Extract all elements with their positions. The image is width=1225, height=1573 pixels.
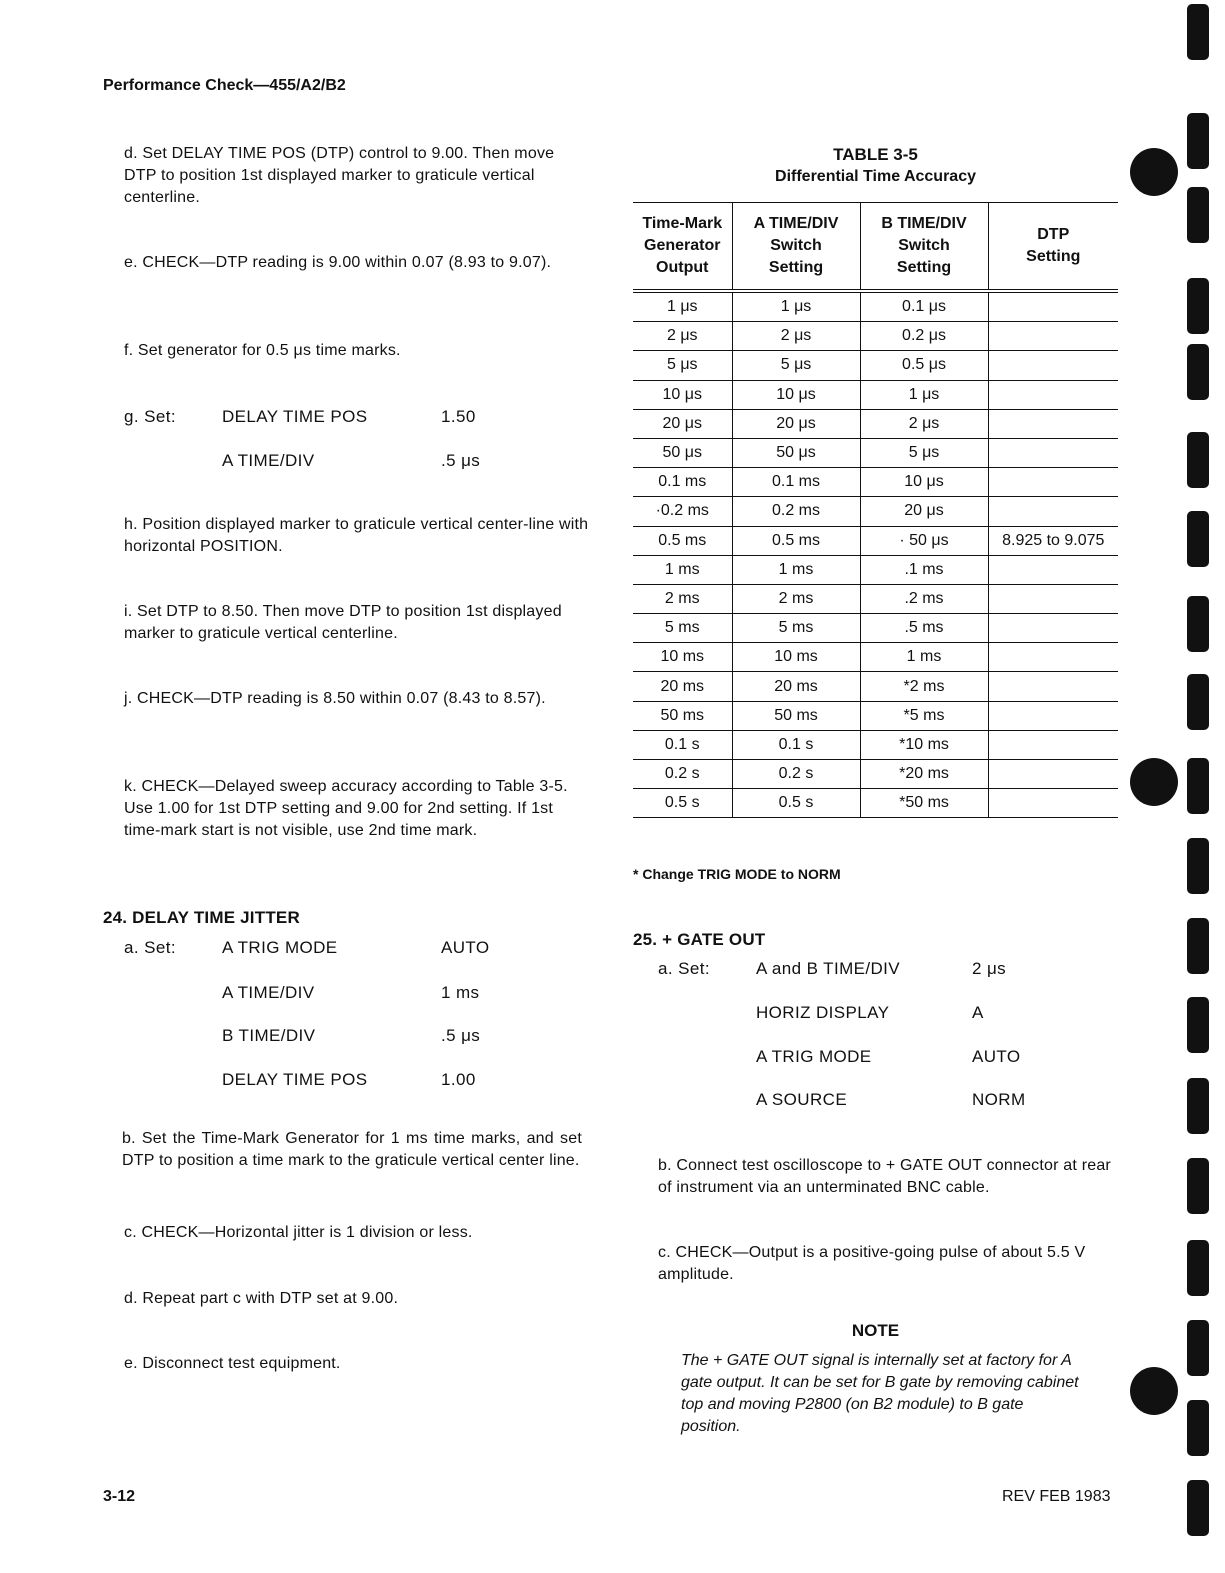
table-cell: .1 ms	[860, 555, 988, 584]
binding-mark	[1187, 997, 1209, 1053]
setting-value: A	[972, 1003, 984, 1022]
table-cell: 10 ms	[732, 643, 860, 672]
setting-name: HORIZ DISPLAY	[756, 1003, 890, 1022]
revision-date: REV FEB 1983	[1002, 1488, 1111, 1505]
table-cell: .5 ms	[860, 614, 988, 643]
binding-mark	[1187, 113, 1209, 169]
step-24c: c. CHECK—Horizontal jitter is 1 division or less.	[124, 1224, 473, 1241]
table-row	[633, 291, 1118, 322]
setting-name: A TIME/DIV	[222, 451, 315, 470]
step-25a-label: a. Set:	[658, 959, 710, 978]
table-cell: 2 ms	[732, 584, 860, 613]
table-cell: 0.5 ms	[732, 526, 860, 555]
step-k: k. CHECK—Delayed sweep accuracy according to Table 3-5. Use 1.00 for 1st DTP setting and 9.00 for 2nd setting. If 1st time-mark start is not visible, use 2nd time mark.	[124, 778, 568, 839]
setting-value: .5 μs	[441, 451, 481, 470]
step-f: f. Set generator for 0.5 μs time marks.	[124, 342, 401, 359]
table-row	[633, 701, 1118, 730]
table-cell	[988, 584, 1118, 613]
setting-name: A TRIG MODE	[222, 938, 338, 957]
header-line: Time-Mark	[642, 215, 723, 232]
table-cell: · 50 μs	[860, 526, 988, 555]
table-row	[633, 322, 1118, 351]
setting-value: AUTO	[972, 1047, 1021, 1066]
table-row	[633, 643, 1118, 672]
table-cell: *20 ms	[860, 760, 988, 789]
table-cell: *2 ms	[860, 672, 988, 701]
header-dtp	[988, 203, 1118, 292]
step-24e: e. Disconnect test equipment.	[124, 1355, 341, 1372]
step-25b: b. Connect test oscilloscope to + GATE OUT connector at rear of instrument via an unterminated BNC cable.	[658, 1157, 1111, 1196]
step-d: d. Set DELAY TIME POS (DTP) control to 9.00. Then move DTP to position 1st displayed marker to graticule vertical centerline.	[124, 145, 555, 206]
table-cell: *10 ms	[860, 730, 988, 759]
binding-mark	[1187, 596, 1209, 652]
step-i: i. Set DTP to 8.50. Then move DTP to position 1st displayed marker to graticule vertical centerline.	[124, 603, 562, 642]
table-cell: 8.925 to 9.075	[988, 526, 1118, 555]
binding-mark	[1187, 758, 1209, 814]
header-line: B TIME/DIV	[881, 215, 967, 232]
binding-mark	[1187, 1400, 1209, 1456]
header-line: Output	[656, 259, 709, 276]
table-cell: 20 μs	[732, 409, 860, 438]
step-g-label: g. Set:	[124, 407, 176, 426]
table-cell	[988, 672, 1118, 701]
table-cell: 10 μs	[732, 380, 860, 409]
setting-name: B TIME/DIV	[222, 1026, 316, 1045]
header-line: Switch	[770, 237, 822, 254]
table-cell: 20 μs	[860, 497, 988, 526]
table-cell: 10 μs	[860, 468, 988, 497]
table-row	[633, 351, 1118, 380]
table-cell: 0.5 s	[732, 789, 860, 818]
table-cell	[988, 760, 1118, 789]
binding-hole	[1130, 758, 1178, 806]
table-cell: 10 ms	[660, 648, 705, 666]
table-cell: 2 μs	[732, 322, 860, 351]
binding-mark	[1187, 674, 1209, 730]
page-number: 3-12	[103, 1488, 136, 1505]
binding-mark	[1187, 511, 1209, 567]
table-cell: 0.2 s	[664, 765, 700, 783]
table-cell: 5 μs	[666, 356, 698, 374]
table-cell: 5 μs	[732, 351, 860, 380]
table-3-5	[633, 202, 1118, 818]
table-cell	[988, 468, 1118, 497]
header-b-time-div	[860, 203, 988, 292]
binding-mark	[1187, 432, 1209, 488]
table-cell: 1 μs	[732, 291, 860, 322]
binding-mark	[1187, 1240, 1209, 1296]
table-cell	[988, 291, 1118, 322]
table-cell: ·0.2 ms	[655, 502, 709, 520]
header-line: Setting	[768, 259, 824, 276]
table-row	[633, 526, 1118, 555]
header-time-mark	[633, 203, 732, 292]
table-subtitle: Differential Time Accuracy	[775, 168, 976, 185]
table-cell: 0.1 ms	[658, 473, 707, 491]
binding-mark	[1187, 918, 1209, 974]
table-cell	[988, 701, 1118, 730]
table-cell: 0.1 μs	[860, 291, 988, 322]
setting-name: A TIME/DIV	[222, 983, 315, 1002]
table-cell: 0.1 s	[664, 735, 700, 753]
table-cell	[988, 789, 1118, 818]
table-row	[633, 730, 1118, 759]
table-cell: 50 μs	[662, 444, 702, 462]
table-row	[633, 438, 1118, 467]
table-cell	[988, 322, 1118, 351]
table-row	[633, 760, 1118, 789]
setting-value: .5 μs	[441, 1026, 481, 1045]
table-row	[633, 614, 1118, 643]
binding-mark	[1187, 1158, 1209, 1214]
table-cell: 0.1 ms	[732, 468, 860, 497]
table-cell: *5 ms	[860, 701, 988, 730]
setting-value: 1 ms	[441, 983, 480, 1002]
setting-name: DELAY TIME POS	[222, 1070, 368, 1089]
step-h: h. Position displayed marker to graticule vertical center-line with horizontal POSITION.	[124, 516, 589, 555]
table-cell	[988, 497, 1118, 526]
table-cell: 0.2 ms	[732, 497, 860, 526]
table-cell	[988, 730, 1118, 759]
section-24-title: 24. DELAY TIME JITTER	[103, 908, 300, 927]
binding-mark	[1187, 344, 1209, 400]
table-cell: 1 ms	[664, 560, 700, 578]
table-cell: 20 ms	[660, 677, 705, 695]
table-cell: 1 μs	[860, 380, 988, 409]
table-row	[633, 380, 1118, 409]
table-row	[633, 468, 1118, 497]
header-line: Setting	[1026, 248, 1081, 265]
table-cell: 1 μs	[666, 298, 698, 316]
header-a-time-div	[732, 203, 860, 292]
table-cell: 20 μs	[662, 414, 702, 432]
setting-value: 1.00	[441, 1070, 476, 1089]
setting-name: A SOURCE	[756, 1090, 848, 1109]
table-cell	[988, 614, 1118, 643]
note-title: NOTE	[851, 1321, 900, 1340]
table-cell	[988, 380, 1118, 409]
table-cell: 2 μs	[860, 409, 988, 438]
table-cell: 0.2 s	[732, 760, 860, 789]
table-row	[633, 555, 1118, 584]
binding-mark	[1187, 4, 1209, 60]
setting-value: 1.50	[441, 407, 476, 426]
table-cell: *50 ms	[860, 789, 988, 818]
table-row	[633, 584, 1118, 613]
table-cell: 2 ms	[664, 589, 700, 607]
table-row	[633, 497, 1118, 526]
table-cell	[988, 643, 1118, 672]
step-e: e. CHECK—DTP reading is 9.00 within 0.07 (8.93 to 9.07).	[124, 254, 552, 271]
step-24a-label: a. Set:	[124, 938, 176, 957]
table-row	[633, 409, 1118, 438]
binding-mark	[1187, 187, 1209, 243]
setting-name: A and B TIME/DIV	[756, 959, 901, 978]
header-line: DTP	[1037, 226, 1070, 243]
setting-value: 2 μs	[972, 959, 1007, 978]
table-footnote: * Change TRIG MODE to NORM	[633, 866, 841, 882]
table-cell	[988, 351, 1118, 380]
table-cell: 0.5 μs	[860, 351, 988, 380]
note-body: The + GATE OUT signal is internally set at factory for A gate output. It can be set for B gate by removing cabinet top and moving P2800 (on B2 module) to B gate position.	[681, 1352, 1079, 1435]
table-cell: 50 ms	[660, 706, 705, 724]
binding-mark	[1187, 278, 1209, 334]
setting-value: AUTO	[441, 938, 490, 957]
table-header-row	[633, 203, 1118, 292]
step-24b: b. Set the Time-Mark Generator for 1 ms time marks, and set DTP to position a time mark to the graticule vertical center line.	[122, 1130, 582, 1169]
binding-hole	[1130, 1367, 1178, 1415]
table-cell: 0.5 ms	[658, 531, 707, 549]
step-j: j. CHECK—DTP reading is 8.50 within 0.07 (8.43 to 8.57).	[124, 690, 546, 707]
header-line: A TIME/DIV	[753, 215, 839, 232]
table-cell: 1 ms	[860, 643, 988, 672]
header-line: Generator	[644, 237, 721, 254]
table-cell: 0.5 s	[664, 794, 700, 812]
table-cell: 50 ms	[732, 701, 860, 730]
table-title: TABLE 3-5	[833, 145, 918, 164]
table-cell	[988, 438, 1118, 467]
table-cell: .2 ms	[860, 584, 988, 613]
step-25c: c. CHECK—Output is a positive-going pulse of about 5.5 V amplitude.	[658, 1244, 1086, 1283]
table-cell: 5 ms	[732, 614, 860, 643]
table-cell: 5 ms	[664, 619, 700, 637]
table-cell: 2 μs	[666, 327, 698, 345]
section-25-title: 25. + GATE OUT	[633, 930, 766, 949]
table-cell: 0.2 μs	[860, 322, 988, 351]
table-cell	[988, 409, 1118, 438]
binding-mark	[1187, 1320, 1209, 1376]
table-cell: 5 μs	[860, 438, 988, 467]
header-line: Switch	[898, 237, 950, 254]
setting-value: NORM	[972, 1090, 1026, 1109]
setting-name: A TRIG MODE	[756, 1047, 872, 1066]
binding-hole	[1130, 148, 1178, 196]
table-cell: 10 μs	[662, 385, 702, 403]
setting-name: DELAY TIME POS	[222, 407, 368, 426]
binding-mark	[1187, 1078, 1209, 1134]
binding-mark	[1187, 838, 1209, 894]
step-24d: d. Repeat part c with DTP set at 9.00.	[124, 1290, 399, 1307]
table-cell	[988, 555, 1118, 584]
binding-mark	[1187, 1480, 1209, 1536]
header-line: Setting	[896, 259, 952, 276]
table-row	[633, 672, 1118, 701]
table-row	[633, 789, 1118, 818]
table-cell: 1 ms	[732, 555, 860, 584]
page-header: Performance Check—455/A2/B2	[103, 77, 346, 94]
table-cell: 20 ms	[732, 672, 860, 701]
table-cell: 0.1 s	[732, 730, 860, 759]
table-cell: 50 μs	[732, 438, 860, 467]
